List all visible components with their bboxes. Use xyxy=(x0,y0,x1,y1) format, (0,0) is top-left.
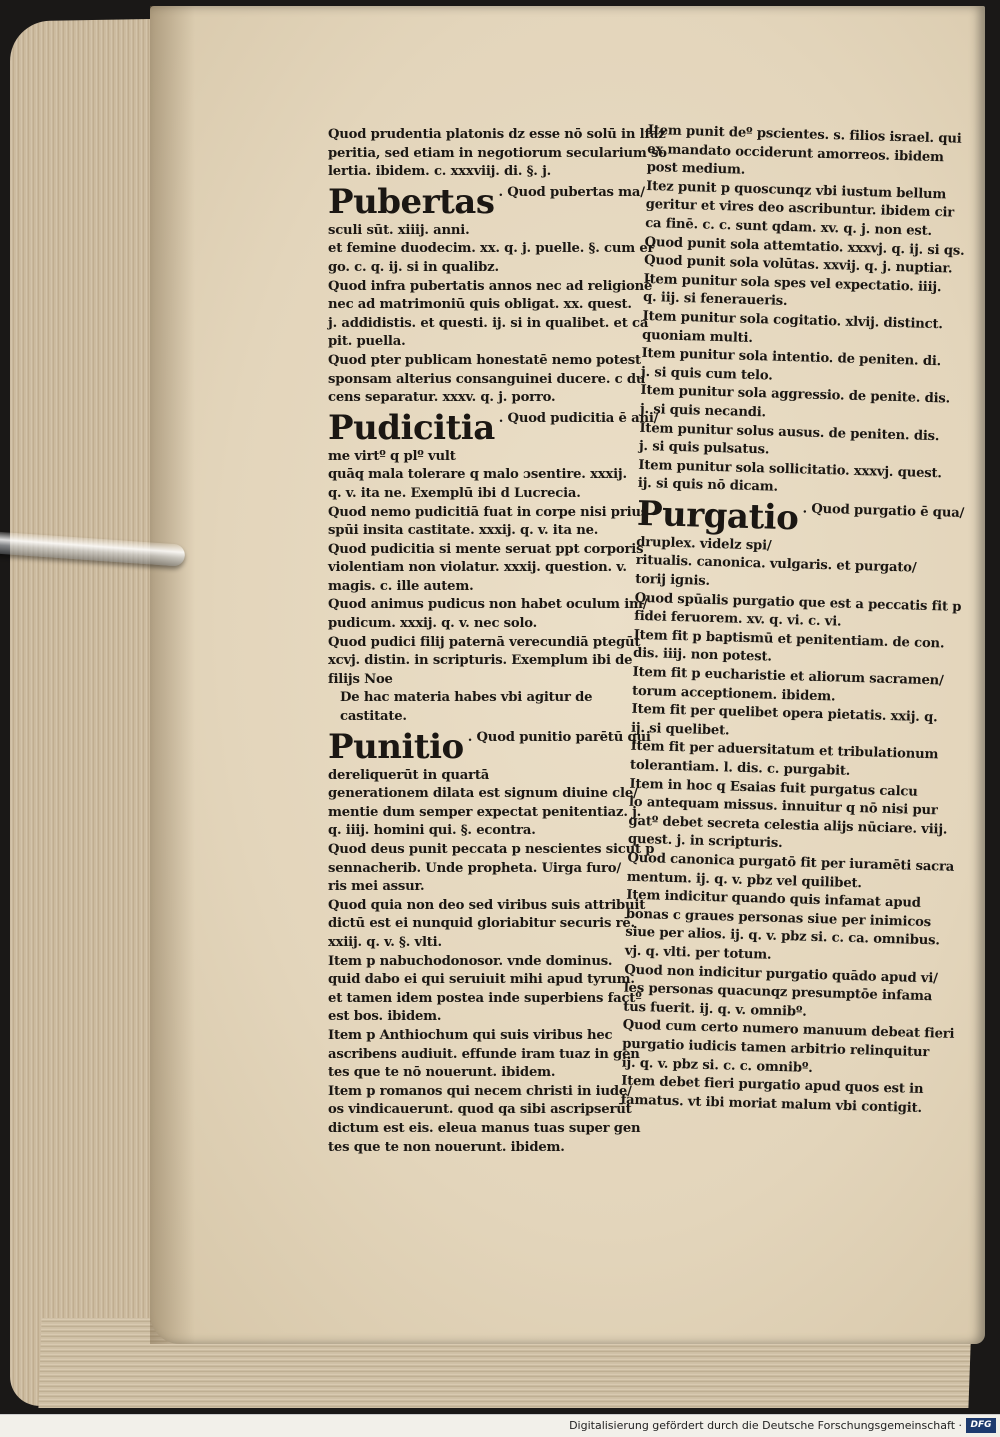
right-column-text-line: Item punitur sola aggressio. de penite. dis. xyxy=(640,383,951,407)
left-column-text-line: et femine duodecim. xx. q. j. puelle. §. cum er xyxy=(328,241,655,257)
right-column-text-line: Item punitur sola cogitatio. xlvij. distinct. xyxy=(642,308,943,333)
left-column-text-line: et tamen idem postea inde superbiens factº xyxy=(328,990,642,1006)
entry-lead-text: . Quod punitio parētū qui xyxy=(467,729,651,745)
left-column-entry-heading xyxy=(328,726,651,767)
page-gutter-shadow xyxy=(150,6,195,1344)
left-column-text-line: Quod infra pubertatis annos nec ad religionē xyxy=(328,278,653,294)
right-column-text-line: j. si quis necandi. xyxy=(639,401,767,421)
left-column-text-line: Item p romanos qui necem christi in iude/ xyxy=(328,1083,632,1099)
right-column-text-line: Item indicitur quando quis infamat apud xyxy=(626,887,921,912)
left-column-text-line: nec ad matrimoniū quis obligat. xx. quest. xyxy=(328,297,632,313)
dfg-logo: DFG xyxy=(966,1418,996,1433)
left-column-text-line: Quod prudentia platonis dz esse nō solū in lfaz xyxy=(328,127,666,142)
right-column-text-line: ij. q. v. pbz si. c. c. omnibº. xyxy=(621,1055,813,1076)
left-column-text-line: est bos. ibidem. xyxy=(328,1009,442,1025)
right-column-text-line: geritur et vires deo ascribuntur. ibidem cir xyxy=(645,197,955,221)
right-column-text-line: Quod canonica purgatō fit per iuramēti sacra xyxy=(627,850,955,875)
right-column-text-line: quest. j. in scripturis. xyxy=(627,832,783,852)
right-column-text-line: vj. q. vlti. per totum. xyxy=(624,943,772,963)
funding-credit: Digitalisierung gefördert durch die Deutsche Forschungsgemeinschaft · xyxy=(569,1419,962,1432)
entry-headword: Pudicitia xyxy=(328,407,495,448)
left-column-text-line: Item p Anthiochum qui suis viribus hec xyxy=(328,1027,613,1043)
right-column-text-line: Quod cum certo numero manuum debeat fieri xyxy=(622,1017,955,1043)
left-column-text-line: peritia, sed etiam in negotiorum secularium so xyxy=(328,145,667,161)
left-column-text-line: Quod pter publicam honestatē nemo potest xyxy=(328,352,641,368)
entry-headword: Purgatio xyxy=(636,493,799,539)
left-column-text-line: j. addidistis. et questi. ij. si in qualibet. et ca xyxy=(328,315,649,331)
left-column-text-line: Quod nemo pudicitiā fuat in corpe nisi prius xyxy=(328,504,648,520)
right-column-text-line: druplex. videlz spi/ xyxy=(636,534,772,554)
left-column-text-line: Item p nabuchodonosor. vnde dominus. xyxy=(328,953,613,969)
left-column-text-line: spūi insita castitate. xxxij. q. v. ita ne. xyxy=(328,523,599,539)
left-column-text-line: lertia. ibidem. c. xxxviij. di. §. j. xyxy=(328,164,552,180)
right-column-text-line: Item punit deº pscientes. s. filios israel. qui xyxy=(647,122,962,147)
right-column-text-line: ij. si quelibet. xyxy=(630,720,730,739)
right-column-text-line: tus fuerit. ij. q. v. omnibº. xyxy=(623,999,807,1020)
left-column-text-line: pit. puella. xyxy=(328,334,406,350)
right-column-entry-heading xyxy=(636,493,965,541)
page-edges-left xyxy=(10,19,170,1407)
left-column-text-line: violentiam non violatur. xxxij. question. v. xyxy=(328,560,627,576)
right-column-text-line: Item punitur sola sollicitatio. xxxvj. quest. xyxy=(638,457,942,482)
left-column-text-line: mentie dum semper expectat penitentiaz. j. xyxy=(328,804,642,820)
entry-lead-text: . Quod pudicitia ē ani/ xyxy=(498,410,659,426)
left-column-text-line: xxiij. q. v. §. vlti. xyxy=(328,934,442,950)
right-column-text-line: les personas quacunqz presumptōe infama xyxy=(623,980,933,1005)
right-column-text-line: dis. iiij. non potest. xyxy=(632,646,772,666)
left-column-text-line: sculi sūt. xiiij. anni. xyxy=(328,222,470,238)
right-text-column xyxy=(620,122,965,1118)
left-column-text-line: Quod animus pudicus non habet oculum im/ xyxy=(328,597,648,613)
left-column-text-line: pudicum. xxxij. q. v. nec solo. xyxy=(328,616,538,632)
right-column-text-line: Item fit p eucharistie et aliorum sacramen/ xyxy=(632,664,944,689)
right-column-text-line: Item fit p baptismū et penitentiam. de con. xyxy=(633,627,945,652)
left-column-text-line: tes que te nō nouerunt. ibidem. xyxy=(328,1065,556,1081)
right-column-text-line: gatº debet secreta celestia alijs nūciare. viij. xyxy=(628,813,948,838)
left-column-text-line: Quod quia non deo sed viribus suis attribuit xyxy=(328,897,646,913)
entry-lead-text: . Quod pubertas ma/ xyxy=(498,184,645,200)
right-column-text-line: ij. si quis nō dicam. xyxy=(637,476,779,496)
left-column-text-line: dereliquerūt in quartā xyxy=(328,767,490,783)
left-column-text-line: os vindicauerunt. quod qa sibi ascripserūt xyxy=(328,1102,632,1118)
right-column-text-line: tolerantiam. l. dis. c. purgabit. xyxy=(629,757,851,779)
right-column-text-line: ca finē. c. c. sunt qdam. xv. q. j. non est. xyxy=(644,215,933,239)
left-column-text-line: dictum est eis. eleua manus tuas super gen xyxy=(328,1120,641,1136)
right-column-text-line: Quod punit sola attemtatio. xxxvj. q. ij. si qs. xyxy=(644,234,965,259)
right-column-text-line: j. si quis cum telo. xyxy=(640,364,773,384)
left-column-entry-heading xyxy=(328,181,645,222)
right-column-text-line: bonas c graues personas siue per inimicos xyxy=(625,906,932,930)
left-column-text-line: go. c. q. ij. si in qualibz. xyxy=(328,259,499,275)
right-column-text-line: Item punitur solus ausus. de peniten. dis. xyxy=(639,420,940,444)
right-column-text-line: purgatio iudicis tamen arbitrio relinquitur xyxy=(622,1036,930,1061)
right-column-text-line: Item debet fieri purgatio apud quos est in xyxy=(620,1073,924,1098)
right-column-text-line: lo antequam missus. innuitur q nō nisi pur xyxy=(628,794,938,819)
left-column-text-line: filijs Noe xyxy=(328,671,393,687)
left-column-text-line: xcvj. distin. in scripturis. Exemplum ibi de xyxy=(328,653,633,669)
left-column-text-line: q. v. ita ne. Exemplū ibi d Lucrecia. xyxy=(328,485,581,501)
right-column-text-line: post medium. xyxy=(646,160,746,178)
left-column-text-line: De hac materia habes vbi agitur de xyxy=(340,690,593,706)
left-column-text-line: castitate. xyxy=(340,709,407,725)
right-column-text-line: fidei feruorem. xv. q. vi. c. vi. xyxy=(633,609,842,630)
left-column-text-line: Quod deus punit peccata p nescientes sicut p xyxy=(328,842,655,857)
left-column-text-line: q. iiij. homini qui. §. econtra. xyxy=(328,823,536,839)
left-column-text-line: tes que te non nouerunt. ibidem. xyxy=(328,1139,565,1155)
right-column-text-line: q. iij. si feneraueris. xyxy=(642,290,788,310)
left-column-text-line: Quod pudicitia si mente seruat ppt corporis xyxy=(328,541,644,557)
left-column-entry-heading xyxy=(328,407,659,448)
entry-headword: Punitio xyxy=(328,726,464,767)
left-column-text-line: ris mei assur. xyxy=(328,879,425,895)
entry-lead-text: . Quod purgatio ē qua/ xyxy=(802,501,965,521)
left-column-text-line: cens separatur. xxxv. q. j. porro. xyxy=(328,390,556,406)
left-column-text-line: generationem dilata est signum diuine cle/ xyxy=(328,786,638,802)
left-column-text-line: dictū est ei nunquid gloriabitur securis rē. xyxy=(328,916,635,932)
right-column-text-line: Item punitur sola intentio. de peniten. di. xyxy=(641,346,942,370)
left-column-text-line: magis. c. ille autem. xyxy=(328,578,474,594)
right-column-text-line: ritualis. canonica. vulgaris. et purgato/ xyxy=(635,553,917,577)
right-column-text-line: Item fit per quelibet opera pietatis. xxij. q. xyxy=(631,701,938,726)
right-column-text-line: Quod punit sola volūtas. xxvij. q. j. nuptiar. xyxy=(643,253,953,277)
right-column-text-line: ex mandato occiderunt amorreos. ibidem xyxy=(647,141,944,165)
right-column-text-line: Itez punit p quoscunqz vbi iustum bellum xyxy=(645,178,947,203)
left-column-text-line: sennacherib. Unde propheta. Uirga furo/ xyxy=(328,860,622,876)
entry-headword: Pubertas xyxy=(328,181,495,222)
right-column-text-line: torij ignis. xyxy=(635,571,711,589)
right-column-text-line: quoniam multi. xyxy=(641,327,753,346)
right-column-text-line: famatus. vt ibi moriat malum vbi contigit. xyxy=(620,1092,923,1116)
left-column-text-line: sponsam alterius consanguinei ducere. c du xyxy=(328,371,646,387)
left-column-text-line: quid dabo ei qui seruiuit mihi apud tyrum. xyxy=(328,972,635,988)
right-column-text-line: Item in hoc q Esaias fuit purgatus calcu xyxy=(629,776,918,800)
left-column-text-line: quāq mala tolerare q malo ɔsentire. xxxij. xyxy=(328,467,627,483)
right-column-text-line: Quod non indicitur purgatio quādo apud vi/ xyxy=(624,962,938,986)
right-column-text-line: Item punitur sola spes vel expectatio. iiij. xyxy=(643,271,942,296)
right-column-text-line: siue per alios. ij. q. v. pbz si. c. ca. omnibus. xyxy=(625,925,940,949)
footer-bar xyxy=(0,1414,1000,1437)
right-column-text-line: Item fit per aduersitatum et tribulationum xyxy=(630,739,939,763)
right-column-text-line: torum acceptionem. ibidem. xyxy=(631,683,836,705)
right-column-text-line: Quod spūalis purgatio que est a peccatis fit p xyxy=(634,590,962,615)
left-column-text-line: Quod pudici filij paternā verecundiā ptegūt xyxy=(328,634,641,650)
right-column-text-line: j. si quis pulsatus. xyxy=(638,438,770,458)
left-column-text-line: me virtº q plº vult xyxy=(328,448,456,464)
left-text-column xyxy=(328,126,667,1157)
left-column-text-line: ascribens audiuit. effunde iram tuaz in gen xyxy=(328,1046,640,1062)
right-column-text-line: mentum. ij. q. v. pbz vel quilibet. xyxy=(626,869,862,891)
